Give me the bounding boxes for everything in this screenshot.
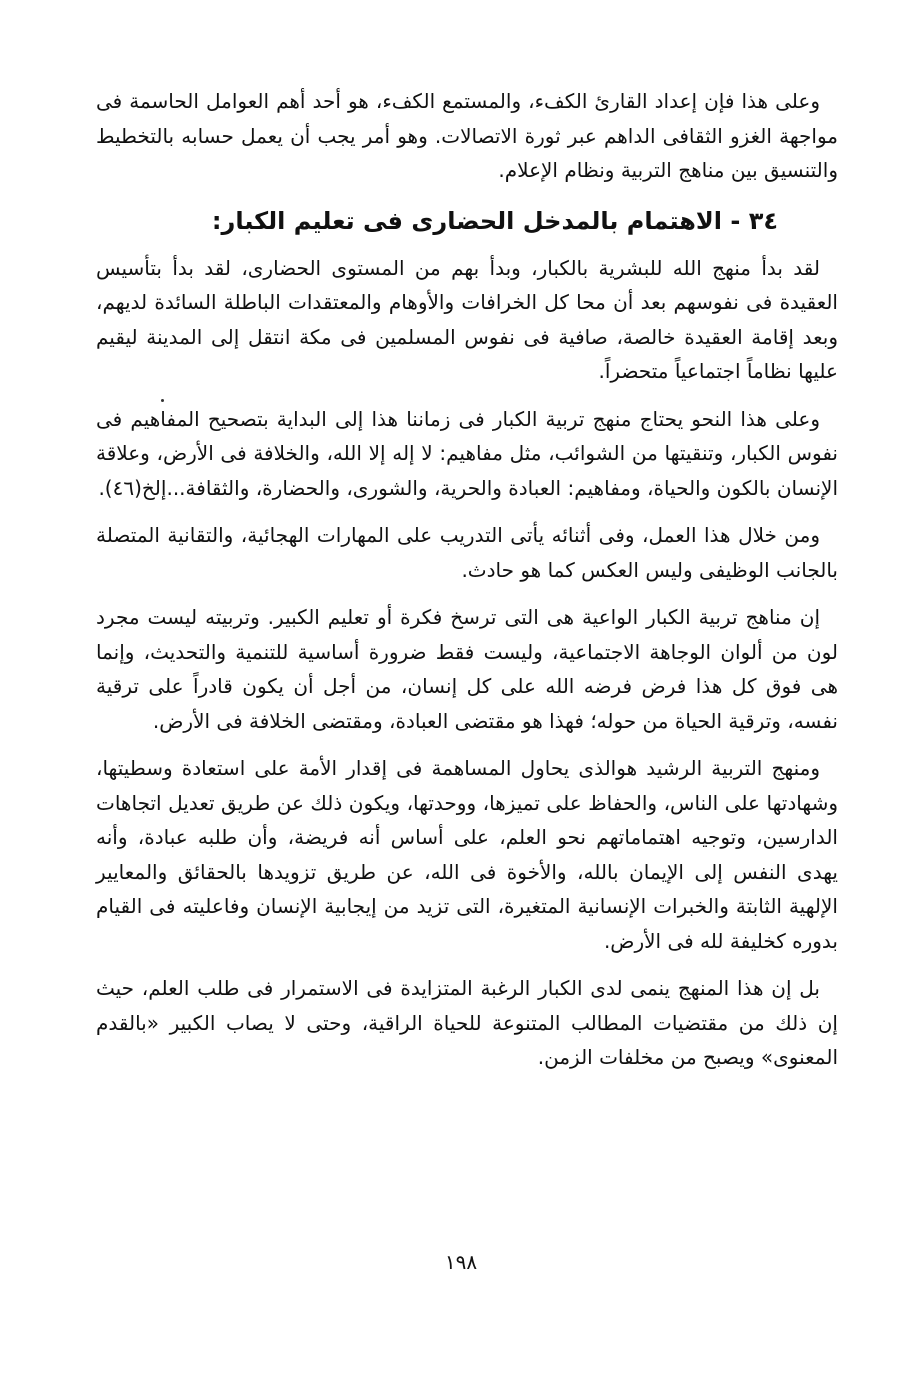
section-heading: ٣٤ - الاهتمام بالمدخل الحضارى فى تعليم الكبار: bbox=[211, 206, 778, 235]
page-number: ١٩٨ bbox=[444, 1250, 478, 1274]
section-paragraph-3: ومن خلال هذا العمل، وفى أثنائه يأتى التدريب على المهارات الهجائية، والتقانية المتصلة بالجانب الوظيفى وليس العكس كما هو حادث. bbox=[96, 523, 838, 582]
section-paragraph-4: إن مناهج تربية الكبار الواعية هى التى ترسخ فكرة أو تعليم الكبير. وتربيته ليست مجرد لون من ألوان الوجاهة الاجتماعية، وليست فقط ضرورة أساسية للتنمية والتحديث، وإنما هى فوق كل هذا فرض فرضه الله على كل إنسان، من أجل أن يكون قادراً على ترقية نفسه، وترقية الحياة من حوله؛ فهذا هو مقتضى العبادة، ومقتضى الخلافة فى الأرض. bbox=[96, 605, 838, 733]
section-paragraph-1: لقد بدأ منهج الله للبشرية بالكبار، وبدأ بهم من المستوى الحضارى، لقد بدأ بتأسيس العقيدة فى نفوسهم بعد أن محا كل الخرافات والأوهام والمعتقدات الباطلة السائدة لديهم، وبعد إقامة العقيدة خالصة، صافية فى نفوس المسلمين فى مكة انتقل إلى المدينة ليقيم عليها نظاماً اجتماعياً متحضراً. bbox=[96, 255, 838, 383]
intro-paragraph: وعلى هذا فإن إعداد القارئ الكفء، والمستمع الكفء، هو أحد أهم العوامل الحاسمة فى مواجهة الغزو الثقافى الداهم عبر ثورة الاتصالات. وهو أمر يجب أن يعمل حسابه بالتخطيط والتنسيق بين مناهج التربية ونظام الإعلام. bbox=[96, 89, 838, 182]
document-page bbox=[96, 84, 838, 1088]
section-paragraph-5: ومنهج التربية الرشيد هوالذى يحاول المساهمة فى إقدار الأمة على استعادة وسطيتها، وشهادتها على الناس، والحفاظ على تميزها، ووحدتها، ويكون ذلك عن طريق تعديل اتجاهات الدارسين، وتوجيه اهتماماتهم نحو العلم، على أساس أنه فريضة، وأن طلبه عبادة، وأنه يهدى النفس إلى الإيمان بالله، والأخوة فى الله، عن طريق تزويدها بالحقائق والمعايير الإلهية الثابتة والخبرات الإنسانية المتغيرة، التى تزيد من إيجابية الإنسان وفاعليته فى القيام بدوره كخليفة لله فى الأرض. bbox=[96, 756, 838, 953]
scan-speck bbox=[161, 399, 164, 402]
section-paragraph-2: وعلى هذا النحو يحتاج منهج تربية الكبار فى زماننا هذا إلى البداية بتصحيح المفاهيم فى نفوس الكبار، وتنقيتها من الشوائب، مثل مفاهيم: لا إله إلا الله، والخلافة فى الأرض، وعلاقة الإنسان بالكون والحياة، ومفاهيم: العبادة والحرية، والشورى، والحضارة، والثقافة...إلخ(٤٦). bbox=[96, 406, 838, 500]
section-paragraph-6: بل إن هذا المنهج ينمى لدى الكبار الرغبة المتزايدة فى الاستمرار فى طلب العلم، حيث إن ذلك من مقتضيات المطالب المتنوعة للحياة الراقية، وحتى لا يصاب الكبير «بالقدم المعنوى» ويصبح من مخلفات الزمن. bbox=[96, 976, 838, 1069]
